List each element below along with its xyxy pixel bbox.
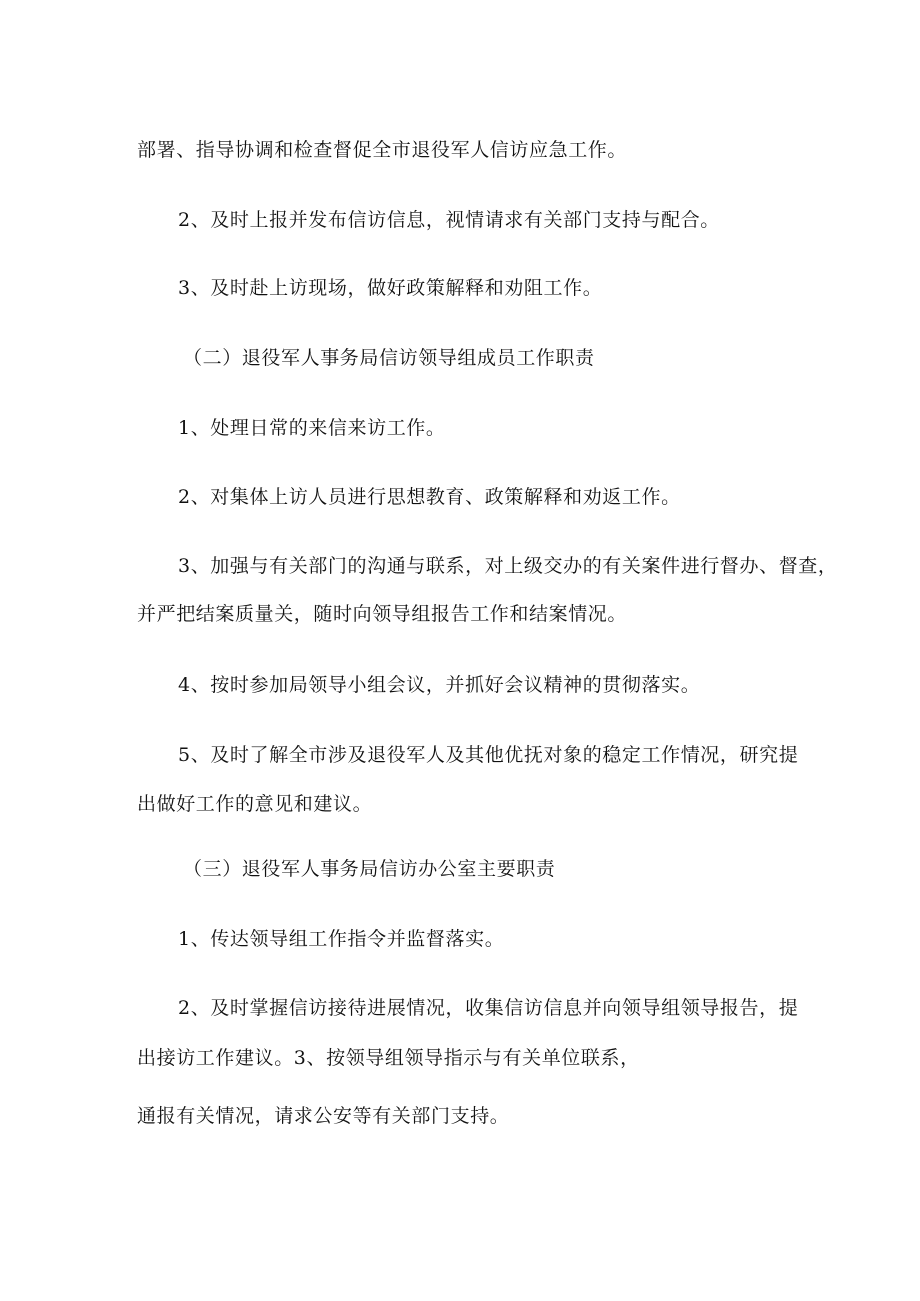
- section-heading: （二）退役军人事务局信访领导组成员工作职责: [183, 347, 595, 369]
- text-line: 3、及时赴上访现场，做好政策解释和劝阻工作。: [178, 277, 603, 299]
- text-line: 3、加强与有关部门的沟通与联系，对上级交办的有关案件进行督办、督查，: [178, 555, 838, 577]
- text-line: 5、及时了解全市涉及退役军人及其他优抚对象的稳定工作情况，研究提: [178, 744, 799, 766]
- text-line: 部署、指导协调和检查督促全市退役军人信访应急工作。: [137, 139, 628, 161]
- text-line: 并严把结案质量关，随时向领导组报告工作和结案情况。: [137, 603, 628, 625]
- text-line: 2、对集体上访人员进行思想教育、政策解释和劝返工作。: [178, 486, 681, 508]
- text-line: 2、及时掌握信访接待进展情况，收集信访信息并向领导组领导报告，提: [178, 997, 799, 1019]
- text-line: 出接访工作建议。3、按领导组领导指示与有关单位联系，: [137, 1047, 640, 1069]
- text-line: 通报有关情况，请求公安等有关部门支持。: [137, 1105, 510, 1127]
- text-line: 1、传达领导组工作指令并监督落实。: [178, 928, 505, 950]
- text-line: 2、及时上报并发布信访信息，视情请求有关部门支持与配合。: [178, 209, 720, 231]
- text-line: 出做好工作的意见和建议。: [137, 793, 373, 815]
- text-line: 1、处理日常的来信来访工作。: [178, 417, 446, 439]
- section-heading: （三）退役军人事务局信访办公室主要职责: [183, 858, 556, 880]
- text-line: 4、按时参加局领导小组会议，并抓好会议精神的贯彻落实。: [178, 674, 701, 696]
